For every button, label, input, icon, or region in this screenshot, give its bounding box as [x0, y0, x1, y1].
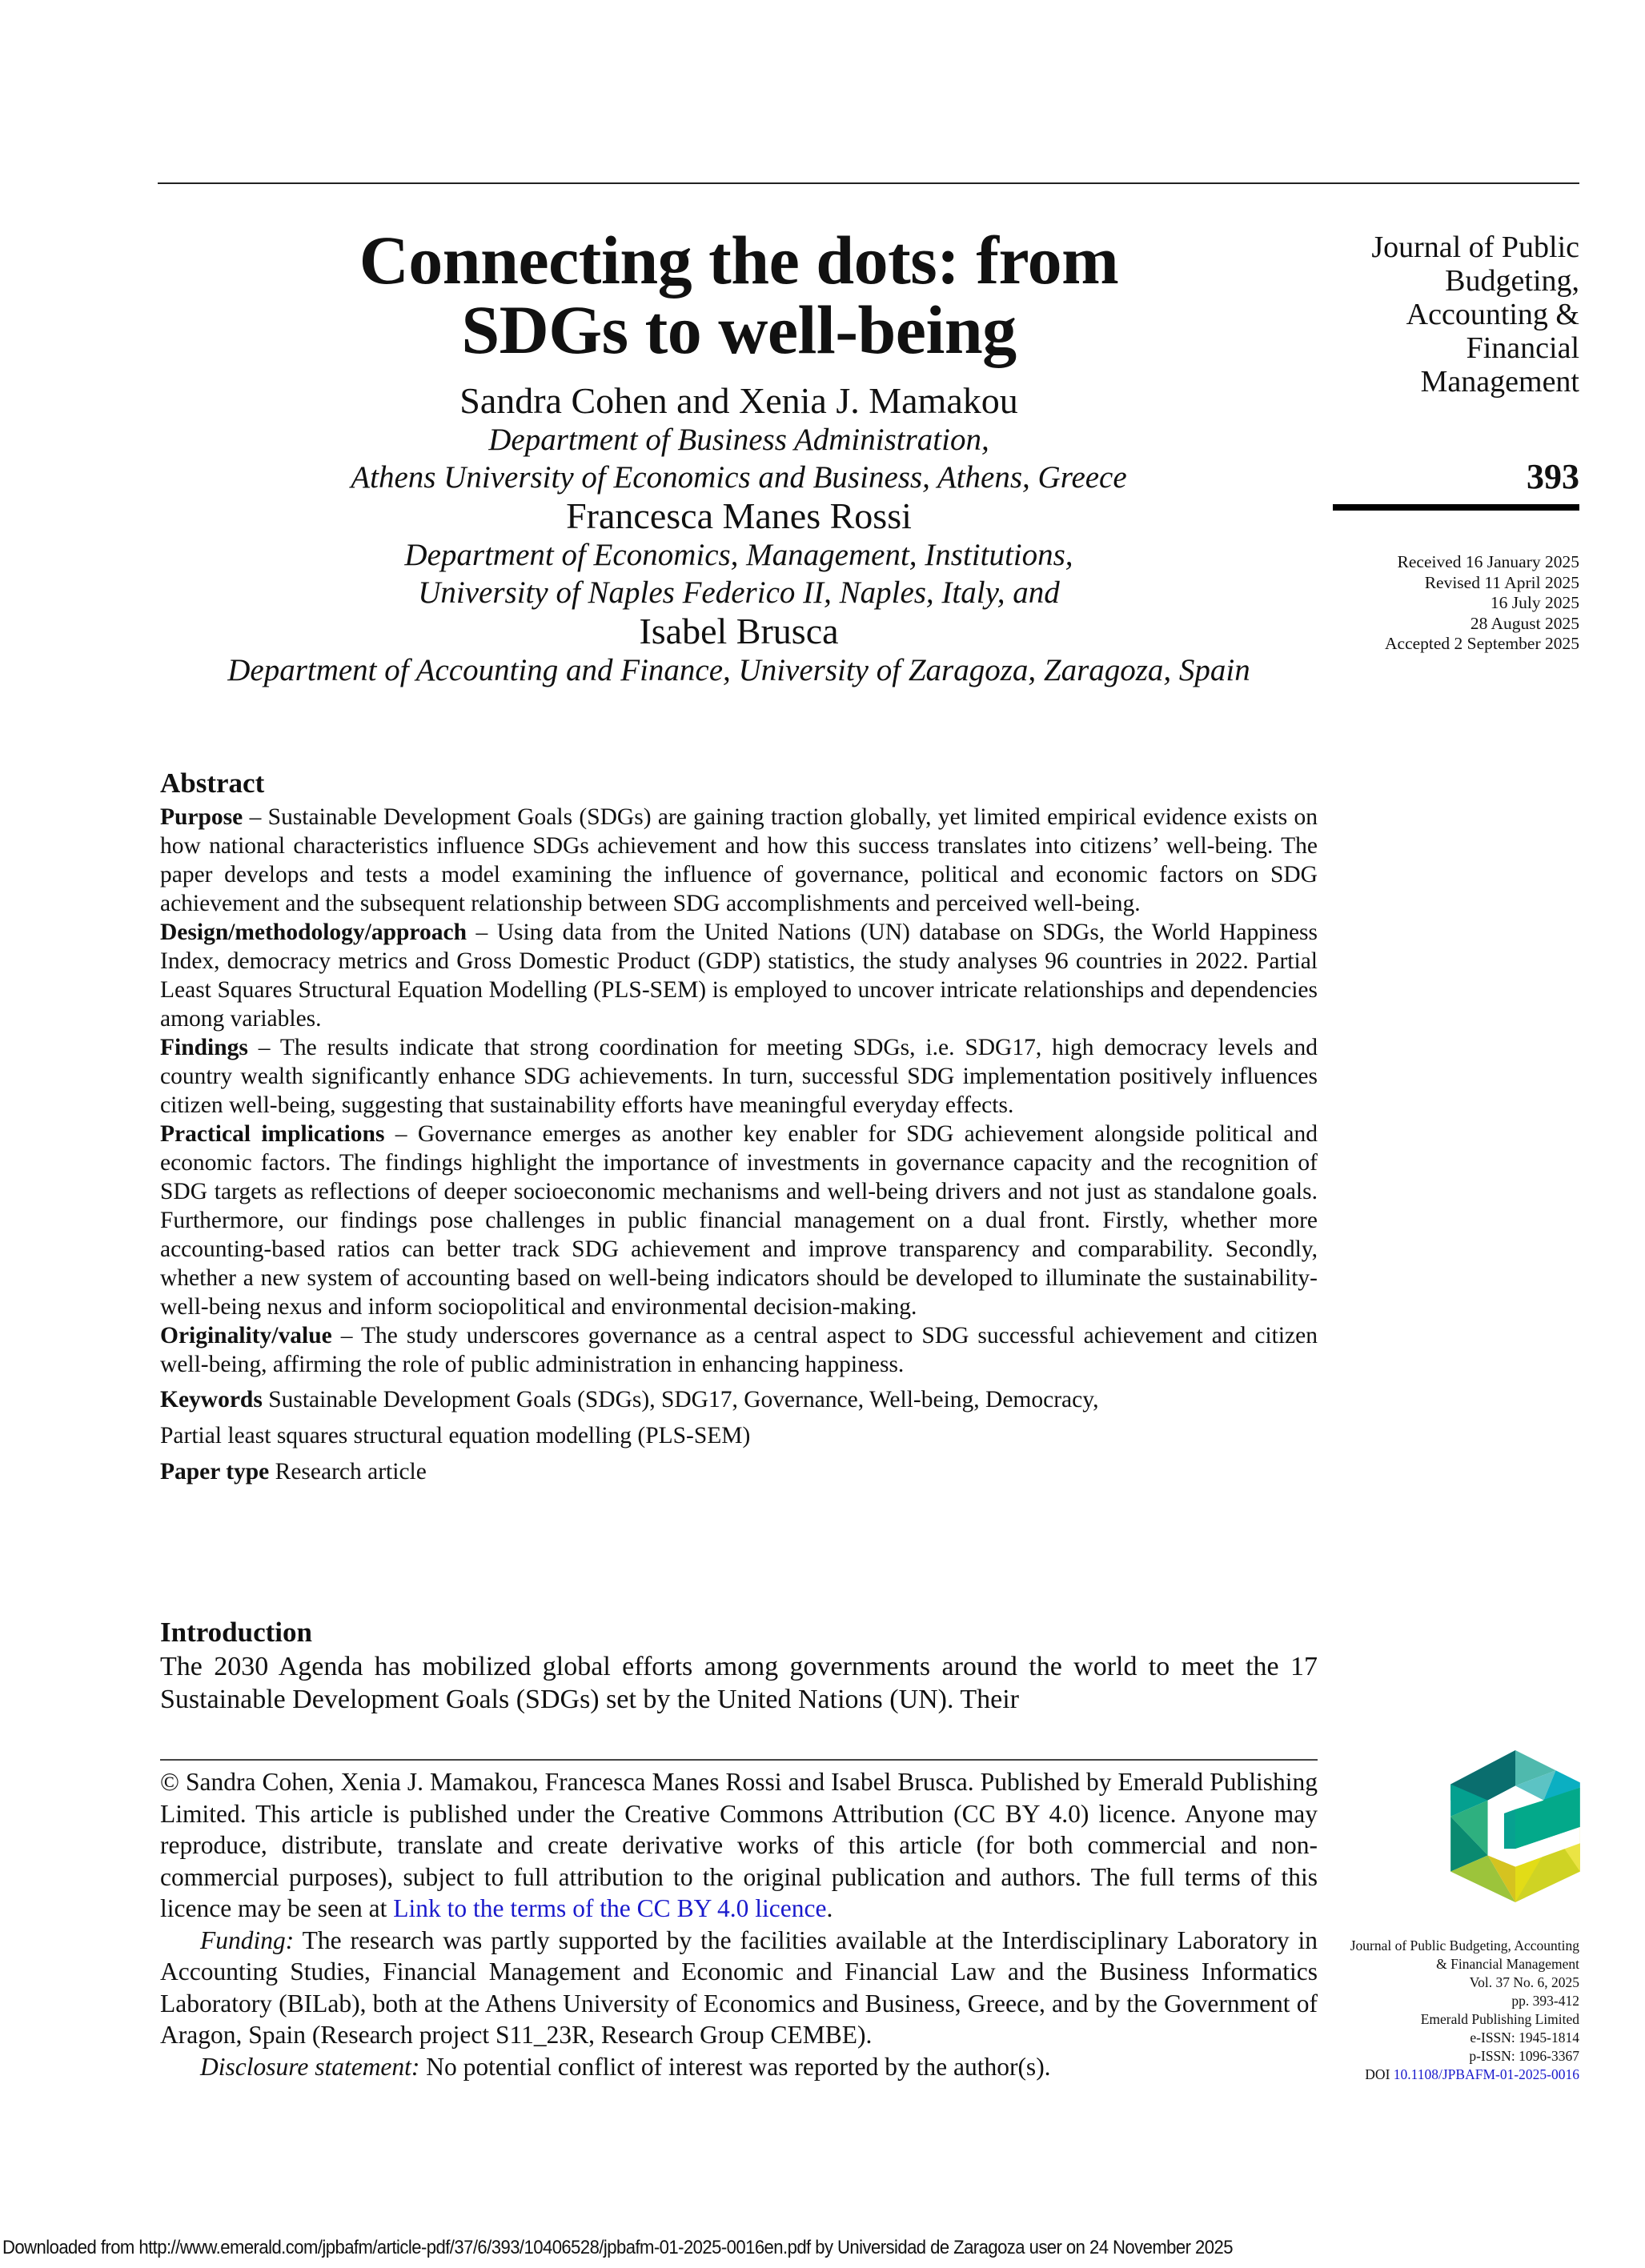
author-name: Isabel Brusca: [639, 611, 839, 651]
author-affiliation: Department of Economics, Management, Institutions,: [404, 538, 1073, 572]
section-text: The results indicate that strong coordination for meeting SDGs, i.e. SDG17, high democracy levels and country wealth significantly enhance SDG achievements. In turn, successful SDG implementation positively influences citizen well-being, suggesting that sustainability efforts have meaningful everyday effects.: [160, 1035, 1318, 1118]
abstract-section: [160, 764, 1318, 1490]
keywords-text: Sustainable Development Goals (SDGs), SDG17, Governance, Well-being, Democracy,: [262, 1387, 1099, 1412]
article-title: [160, 222, 1318, 368]
funding-statement: Funding: The research was partly supported by the facilities available at the Interdisciplinary Laboratory in Accounting Studies, Financial Management and Economic and Financial Law and the Business Informatics Laboratory (BILab), both at the Athens University of Economics and Business, Greece, and by the Government of Aragon, Spain (Research project S11_23R, Research Group CEMBE).: [160, 1925, 1318, 2049]
pub-pissn: p-ISSN: 1096-3367: [1469, 2048, 1579, 2064]
section-text: Sustainable Development Goals (SDGs) are gaining traction globally, yet limited empirical evidence exists on how national characteristics influence SDGs achievement and how this success translates into citizens’ well-being. The paper develops and tests a model examining the influence of governance, political and economic factors on SDG achievement and the subsequent relationship between SDG accomplishments and perceived well-being.: [160, 804, 1318, 916]
introduction-heading: Introduction: [160, 1617, 312, 1648]
keywords: [160, 1382, 1318, 1454]
date-revised: Revised 11 April 2025: [1424, 572, 1579, 592]
introduction-section: [160, 1615, 1318, 1716]
author-name: Francesca Manes Rossi: [566, 495, 912, 536]
section-text: The study underscores governance as a central aspect to SDG successful achievement and citizen well-being, affirming the role of public administration in enhancing happiness.: [160, 1323, 1318, 1377]
pub-journal: Journal of Public Budgeting, Accounting: [1350, 1937, 1579, 1953]
section-label: Purpose: [160, 804, 243, 830]
date-revised: 28 August 2025: [1470, 613, 1579, 633]
abstract-design: Design/methodology/approach – Using data from the United Nations (UN) database on SDGs, the World Happiness Index, democracy metrics and Gross Domestic Product (GDP) statistics, the study analyses 96 countries in 2022. Partial Least Squares Structural Equation Modelling (PLS-SEM) is employed to uncover intricate relationships and dependencies among variables.: [160, 920, 1318, 1032]
title-line-2: SDGs to well-being: [461, 291, 1017, 368]
date-revised: 16 July 2025: [1490, 593, 1579, 612]
abstract-findings: Findings – The results indicate that strong coordination for meeting SDGs, i.e. SDG17, high democracy levels and country wealth significantly enhance SDG achievements. In turn, successful SDG implementation positively influences citizen well-being, suggesting that sustainability efforts have meaningful everyday effects.: [160, 1035, 1318, 1118]
author-block: [160, 381, 1318, 689]
section-label: Originality/value: [160, 1323, 332, 1348]
pub-doi: DOI 10.1108/JPBAFM-01-2025-0016: [1365, 2066, 1579, 2082]
author-affiliation: Athens University of Economics and Business, Athens, Greece: [351, 460, 1127, 495]
date-accepted: Accepted 2 September 2025: [1385, 634, 1579, 653]
page-number-rule: [1333, 504, 1579, 511]
download-notice: Downloaded from http://www.emerald.com/jpbafm/article-pdf/37/6/393/10406528/jpbafm-01-2025-0016en.pdf by Universidad de Zaragoza user on 24 November 2025: [2, 2237, 1233, 2258]
submission-dates: [1329, 552, 1579, 655]
introduction-text: The 2030 Agenda has mobilized global efforts among governments around the world to meet the 17 Sustainable Development Goals (SDGs) set by the United Nations (UN). Their: [160, 1652, 1318, 1714]
abstract-purpose: Purpose – Sustainable Development Goals (SDGs) are gaining traction globally, yet limited empirical evidence exists on how national characteristics influence SDGs achievement and how this success translates into citizens’ well-being. The paper develops and tests a model examining the influence of governance, political and economic factors on SDG achievement and the subsequent relationship between SDG accomplishments and perceived well-being.: [160, 804, 1318, 916]
paper-type-label: Paper type: [160, 1459, 270, 1485]
emerald-logo-icon: [1450, 1750, 1580, 1902]
disclosure-label: Disclosure statement:: [200, 2052, 420, 2081]
pub-pages: pp. 393-412: [1511, 1993, 1579, 2009]
author-name: Sandra Cohen and Xenia J. Mamakou: [459, 380, 1018, 421]
paper-type: [160, 1454, 1318, 1490]
section-label: Findings: [160, 1035, 248, 1060]
footnote-rule: [160, 1759, 1318, 1761]
doi-link[interactable]: 10.1108/JPBAFM-01-2025-0016: [1393, 2066, 1579, 2082]
abstract-implications: Practical implications – Governance emerges as another key enabler for SDG achievement alongside political and economic factors. The findings highlight the importance of investments in governance capacity and the recognition of SDG targets as reflections of deeper socioeconomic mechanisms and well-being drivers and not just as standalone goals. Furthermore, our findings pose challenges in public financial management on a dual front. Firstly, whether more accounting-based ratios can better track SDG achievement and improve transparency and comparability. Secondly, whether a new system of accounting based on well-being indicators should be developed to illuminate the sustainability-well-being nexus and inform sociopolitical and environmental decision-making.: [160, 1121, 1318, 1320]
section-text: Governance emerges as another key enabler for SDG achievement alongside political and economic factors. The findings highlight the importance of investments in governance capacity and the recognition of SDG targets as reflections of deeper socioeconomic mechanisms and well-being drivers and not just as standalone goals. Furthermore, our findings pose challenges in public financial management on a dual front. Firstly, whether more accounting-based ratios can better track SDG achievement and improve transparency and comparability. Secondly, whether a new system of accounting based on well-being indicators should be developed to illuminate the sustainability-well-being nexus and inform sociopolitical and environmental decision-making.: [160, 1121, 1318, 1320]
publication-info: [1329, 1937, 1579, 2084]
journal-name: Journal of Public Budgeting, Accounting & Financial Management: [1371, 230, 1579, 399]
abstract-originality: Originality/value – The study underscores governance as a central aspect to SDG successful achievement and citizen well-being, affirming the role of public administration in enhancing happiness.: [160, 1323, 1318, 1377]
licence-link[interactable]: Link to the terms of the CC BY 4.0 licence: [393, 1894, 827, 1922]
pub-journal: & Financial Management: [1436, 1956, 1579, 1972]
title-line-1: Connecting the dots: from: [359, 222, 1119, 299]
paper-type-value: Research article: [269, 1459, 427, 1485]
date-received: Received 16 January 2025: [1397, 552, 1579, 571]
keywords-text: Partial least squares structural equation modelling (PLS-SEM): [160, 1423, 751, 1449]
section-text: Using data from the United Nations (UN) database on SDGs, the World Happiness Index, democracy metrics and Gross Domestic Product (GDP) statistics, the study analyses 96 countries in 2022. Partial Least Squares Structural Equation Modelling (PLS-SEM) is employed to uncover intricate relationships and dependencies among variables.: [160, 920, 1318, 1032]
pub-publisher: Emerald Publishing Limited: [1420, 2011, 1579, 2027]
abstract-heading: Abstract: [160, 767, 265, 799]
header-rule: [158, 182, 1579, 184]
footnote-block: [160, 1766, 1318, 2082]
section-label: Design/methodology/approach: [160, 920, 467, 945]
funding-label: Funding:: [200, 1925, 295, 1954]
author-affiliation: University of Naples Federico II, Naples, Italy, and: [418, 575, 1060, 610]
pub-eissn: e-ISSN: 1945-1814: [1470, 2030, 1579, 2046]
page-number: 393: [1527, 457, 1579, 496]
author-affiliation: Department of Business Administration,: [488, 423, 989, 457]
copyright-notice: © Sandra Cohen, Xenia J. Mamakou, Francesca Manes Rossi and Isabel Brusca. Published by Emerald Publishing Limited. This article is published under the Creative Commons Attribution (CC BY 4.0) licence. Anyone may reproduce, distribute, translate and create derivative works of this article (for both commercial and non-commercial purposes), subject to full attribution to the original publication and authors. The full terms of this licence may be seen at Link to the terms of the CC BY 4.0 licence.: [160, 1768, 1318, 1922]
author-affiliation: Department of Accounting and Finance, University of Zaragoza, Zaragoza, Spain: [227, 653, 1250, 687]
disclosure-statement: Disclosure statement: No potential conflict of interest was reported by the author(s).: [200, 2052, 1051, 2081]
pub-volume: Vol. 37 No. 6, 2025: [1469, 1974, 1579, 1990]
section-label: Practical implications: [160, 1121, 385, 1147]
keywords-label: Keywords: [160, 1387, 263, 1412]
